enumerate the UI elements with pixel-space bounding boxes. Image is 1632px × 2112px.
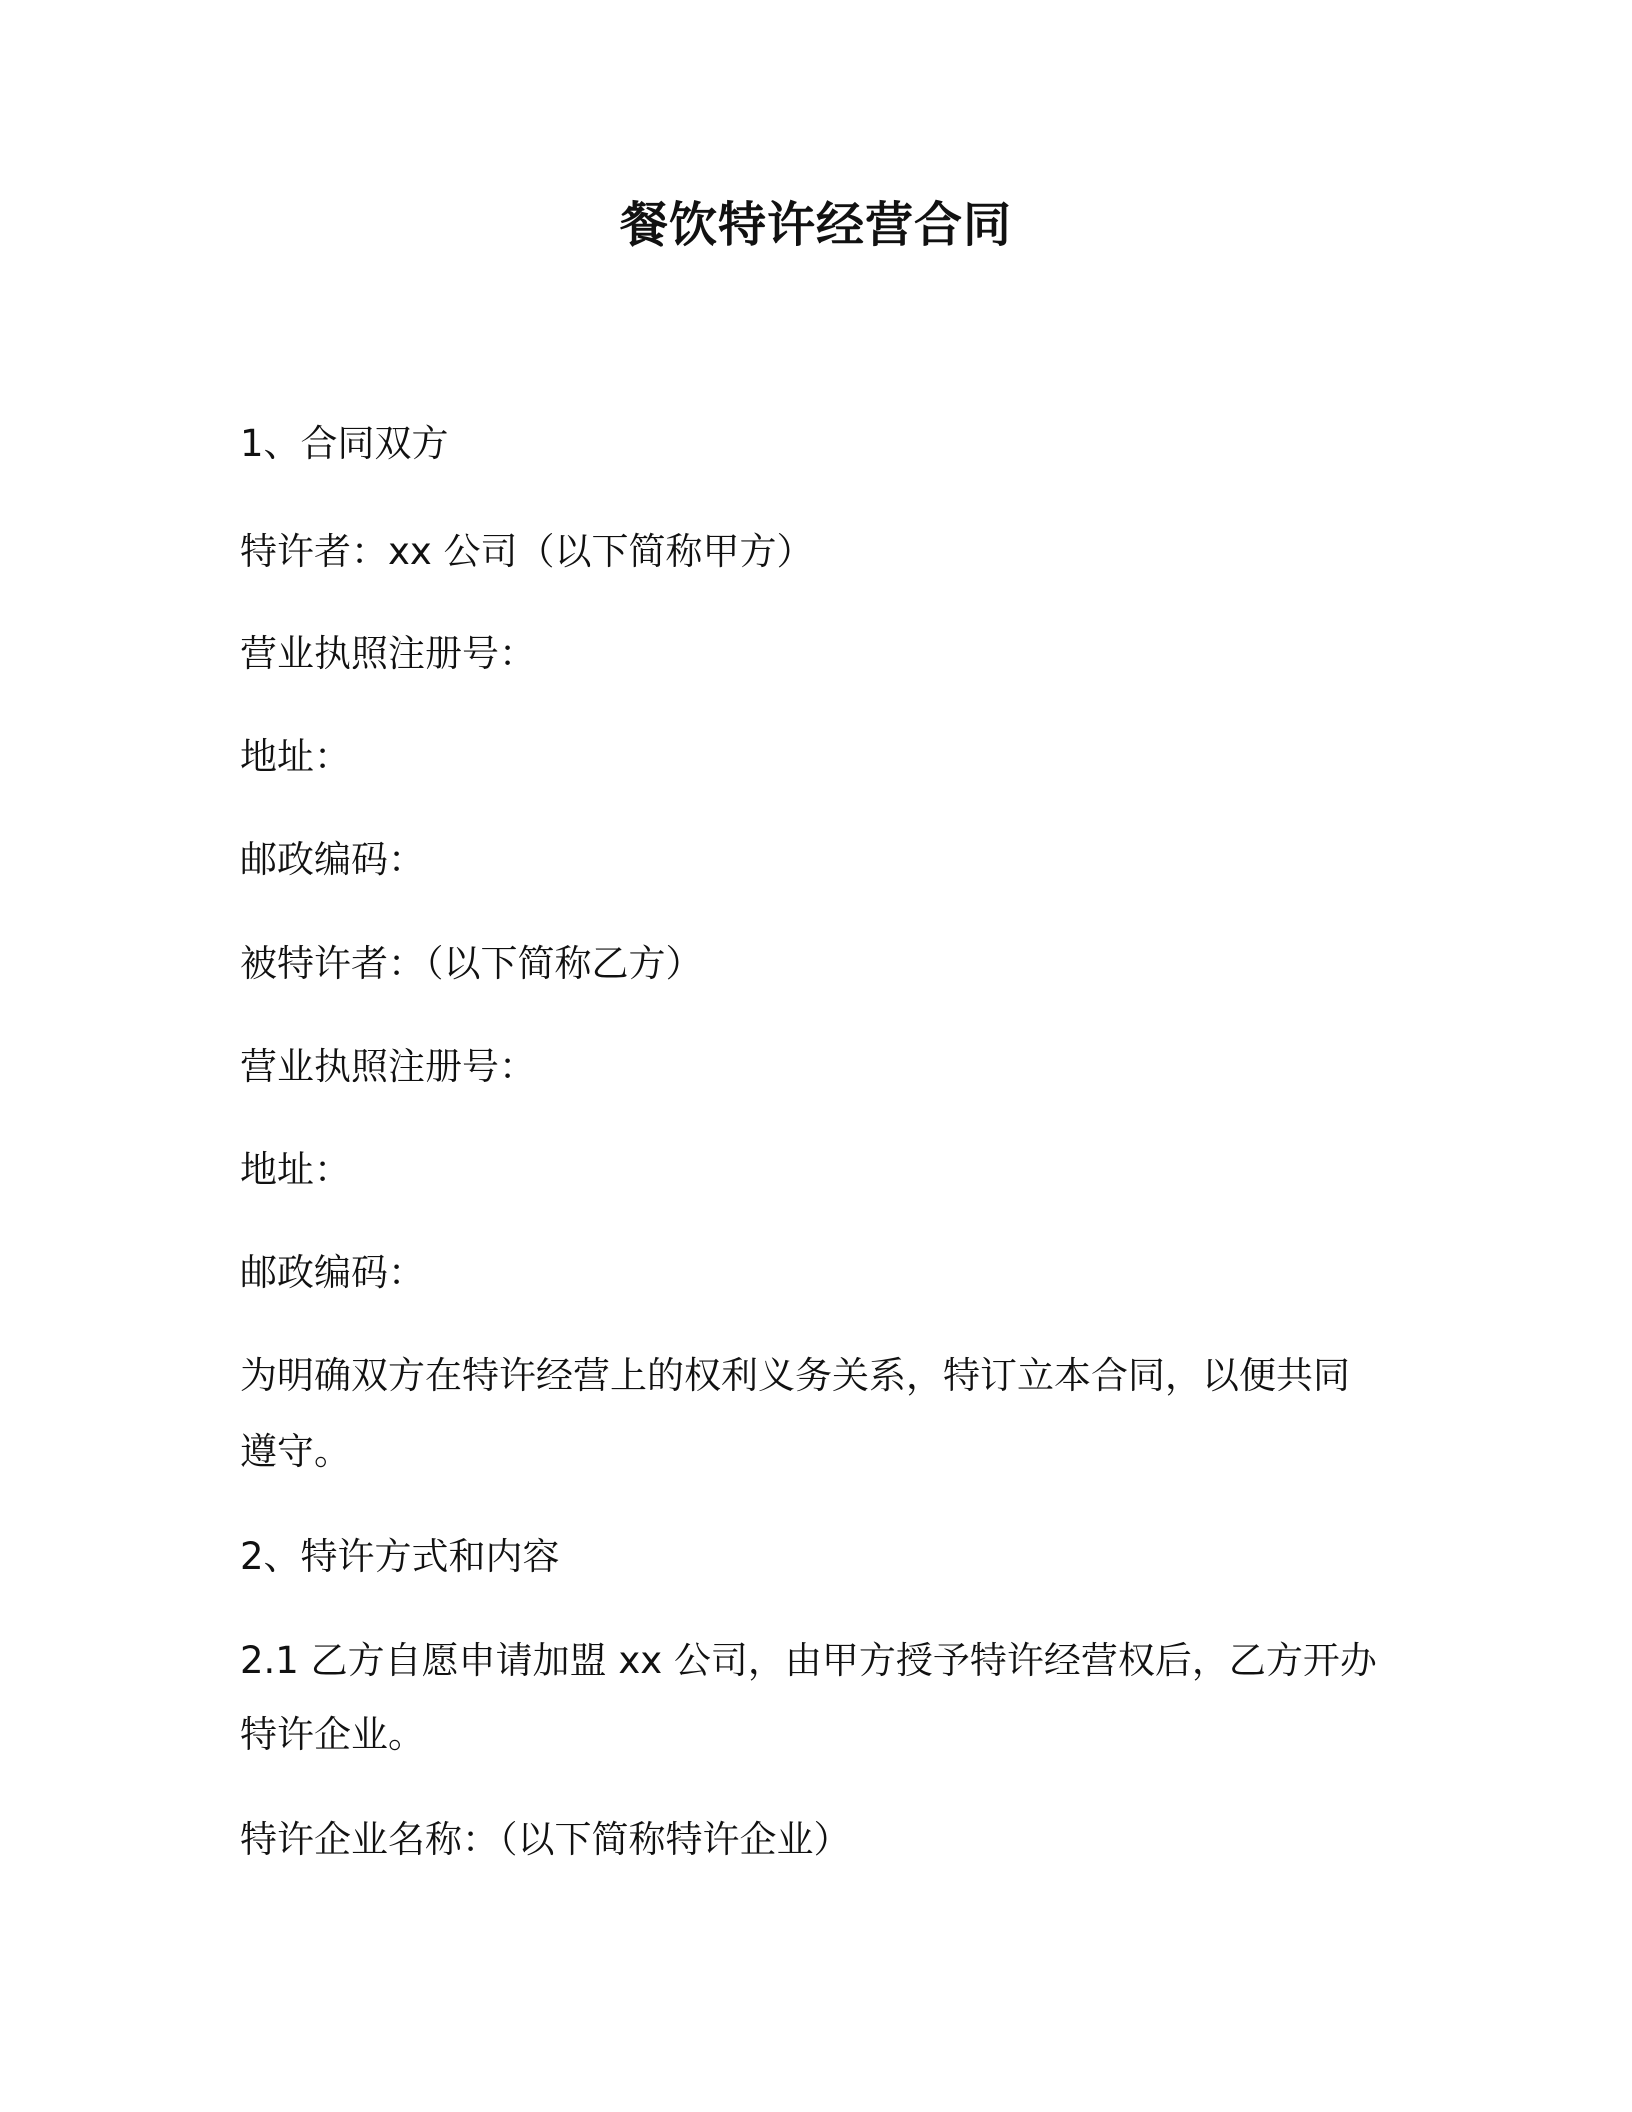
clause-line: 2.1 乙方自愿申请加盟 xx 公司，由甲方授予特许经营权后，乙方开办: [240, 1639, 1377, 1682]
license-number-line: 营业执照注册号：: [240, 1045, 536, 1088]
document-title: 餐饮特许经营合同: [619, 197, 1012, 253]
enterprise-name-line: 特许企业名称：（以下简称特许企业）: [240, 1818, 851, 1861]
license-number-line: 营业执照注册号：: [240, 632, 536, 675]
clause-line: 特许企业。: [240, 1713, 425, 1756]
address-line: 地址：: [240, 735, 351, 778]
section-heading: 2、特许方式和内容: [240, 1535, 560, 1578]
paragraph-line: 为明确双方在特许经营上的权利义务关系，特订立本合同，以便共同: [240, 1354, 1350, 1397]
section-heading: 1、合同双方: [240, 422, 449, 465]
paragraph-line: 遵守。: [240, 1430, 351, 1473]
franchisor-line: 特许者：xx 公司（以下简称甲方）: [240, 530, 814, 573]
postal-code-line: 邮政编码：: [240, 838, 425, 881]
address-line: 地址：: [240, 1148, 351, 1191]
franchisee-line: 被特许者：（以下简称乙方）: [240, 942, 703, 985]
postal-code-line: 邮政编码：: [240, 1251, 425, 1294]
